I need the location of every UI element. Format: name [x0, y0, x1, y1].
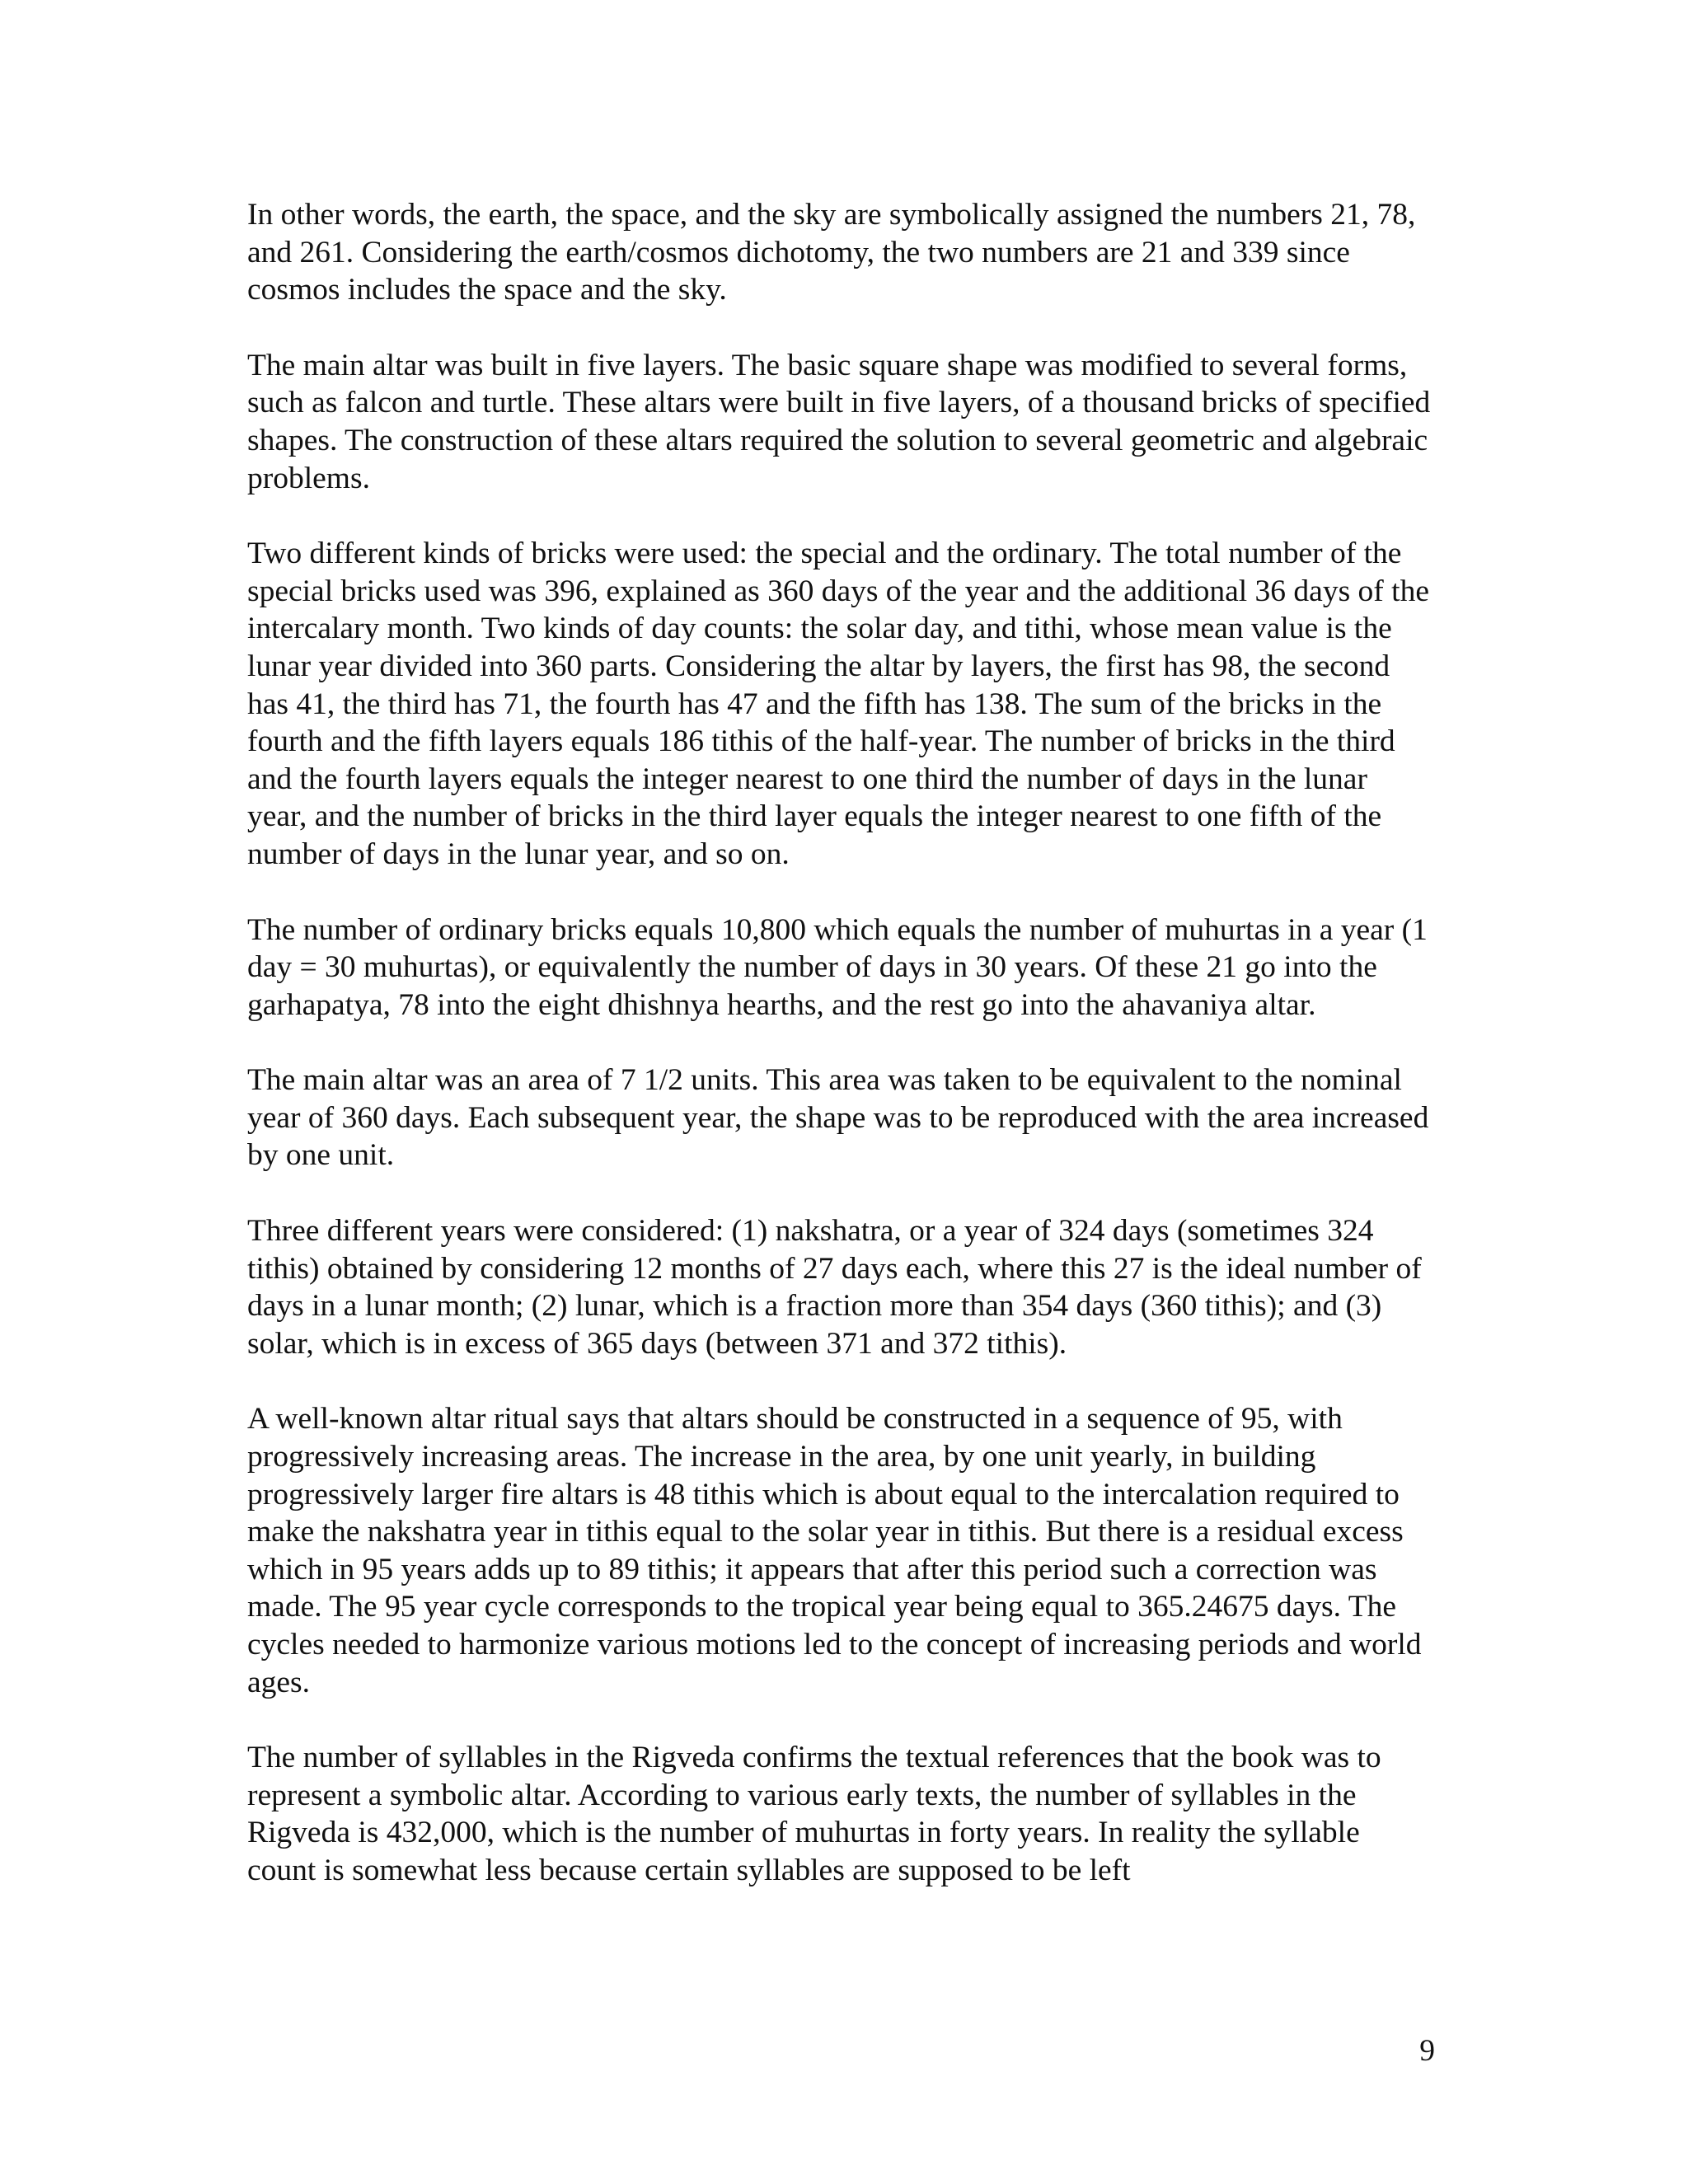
paragraph-earth-space-sky: In other words, the earth, the space, and the sky are symbolically assigned the numbers 21, 78, and 261. Considering the earth/cosmos dichotomy, the two numbers are 21 and 339 since cosmos includes the space and the sky.: [247, 198, 1416, 307]
paragraph-rigveda-syllables: The number of syllables in the Rigveda confirms the textual references that the book was to represent a symbolic altar. According to various early texts, the number of syllables in the Rigveda is 432,000, which is the number of muhurtas in forty years. In reality the syllable count is somewhat less because certain syllables are supposed to be left: [247, 1741, 1381, 1887]
paragraph-altar-ritual: A well-known altar ritual says that altars should be constructed in a sequence of 95, with progressively increasing areas. The increase in the area, by one unit yearly, in building progressively larger fire altars is 48 tithis which is about equal to the intercalation required to make the nakshatra year in tithis equal to the solar year in tithis. But there is a residual excess which in 95 years adds up to 89 tithis; it appears that after this period such a correction was made. The 95 year cycle corresponds to the tropical year being equal to 365.24675 days. The cycles needed to harmonize various motions led to the concept of increasing periods and world ages.: [247, 1402, 1422, 1699]
paragraph-altar-area: The main altar was an area of 7 1/2 units. This area was taken to be equivalent to the nominal year of 360 days. Each subsequent year, the shape was to be reproduced with the area increased by one unit.: [247, 1063, 1429, 1173]
paragraph-kinds-of-bricks: Two different kinds of bricks were used: the special and the ordinary. The total number of the special bricks used was 396, explained as 360 days of the year and the additional 36 days of the intercalary month. Two kinds of day counts: the solar day, and tithi, whose mean value is the lunar year divided into 360 parts. Considering the altar by layers, the first has 98, the second has 41, the third has 71, the fourth has 47 and the fifth has 138. The sum of the bricks in the fourth and the fifth layers equals 186 tithis of the half-year. The number of bricks in the third and the fourth layers equals the integer nearest to one third the number of days in the lunar year, and the number of bricks in the third layer equals the integer nearest to one fifth of the number of days in the lunar year, and so on.: [247, 537, 1429, 871]
page-number: 9: [1419, 2034, 1435, 2068]
paragraph-main-altar-layers: The main altar was built in five layers. The basic square shape was modified to several forms, such as falcon and turtle. These altars were built in five layers, of a thousand bricks of specified shapes. The construction of these altars required the solution to several geometric and algebraic problems.: [247, 348, 1431, 495]
paragraph-ordinary-bricks: The number of ordinary bricks equals 10,800 which equals the number of muhurtas in a year (1 day = 30 muhurtas), or equivalently the number of days in 30 years. Of these 21 go into the garhapatya, 78 into the eight dhishnya hearths, and the rest go into the ahavaniya altar.: [247, 912, 1428, 1022]
page-body: [247, 196, 1434, 1928]
paragraph-three-years: Three different years were considered: (1) nakshatra, or a year of 324 days (sometimes 324 tithis) obtained by considering 12 months of 27 days each, where this 27 is the ideal number of days in a lunar month; (2) lunar, which is a fraction more than 354 days (360 tithis); and (3) solar, which is in excess of 365 days (between 371 and 372 tithis).: [247, 1214, 1422, 1361]
